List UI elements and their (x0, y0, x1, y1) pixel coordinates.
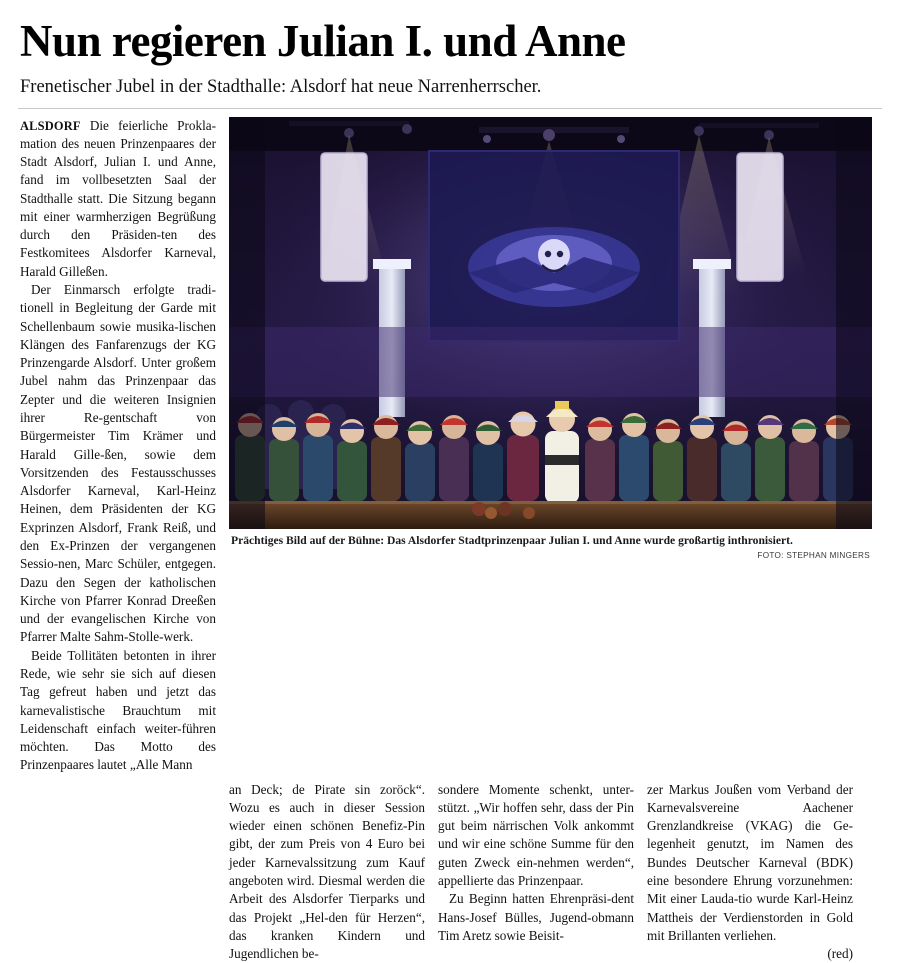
article-column-4 (647, 781, 853, 963)
page-title: Nun regieren Julian I. und Anne (20, 16, 626, 66)
paragraph: sondere Momente schenkt, unter-stützt. „Wir hoffen sehr, dass der Pin gut beim närrischen Volk ankommt und wir eine schöne Summe für den guten Zweck ein-nehmen werden“, appellierte das Prinzenpaar. (438, 781, 634, 889)
photo-caption: Prächtiges Bild auf der Bühne: Das Alsdorfer Stadtprinzenpaar Julian I. und Anne wurde großartig inthronisiert. (231, 533, 793, 547)
paragraph: Beide Tollitäten betonten in ihrer Rede, wie sehr sie sich auf diesen Tag gefreut haben und jetzt das karnevalistische Brauchtum mit Leidenschaft einfach weiter-führen möchten. Das Motto des Prinzenpaares lautet „Alle Mann (20, 647, 216, 773)
paragraph: Zu Beginn hatten Ehrenpräsi-dent Hans-Josef Bülles, Jugend-obmann Tim Aretz sowie Beisit- (438, 891, 634, 943)
header-divider (18, 108, 882, 109)
bottom-spacer (20, 781, 216, 963)
top-block (16, 117, 884, 775)
article-column-left (20, 117, 216, 775)
dateline: ALSDORF (20, 118, 81, 133)
paragraph: an Deck; de Pirate sin zoröck“. Wozu es auch in dieser Session wieder einen schönen Benefiz-Pin gibt, der zum Preis von 4 Euro bei jeder Karnevalssitzung zum Kauf angeboten wird. Diesmal werden die Arbeit des Alsdorfer Tierparks und das Projekt „Hel-den für Herzen“, das kranken Kindern und Jugendlichen be- (229, 781, 425, 962)
bottom-block (16, 781, 884, 963)
subheadline: Frenetischer Jubel in der Stadthalle: Alsdorf hat neue Narrenherrscher. (20, 77, 542, 98)
photo-credit: FOTO: STEPHAN MINGERS (757, 551, 870, 560)
paragraph: Der Einmarsch erfolgte tradi-tionell in Begleitung der Garde mit Schellenbaum sowie musika-lischen Klängen des Fanfarenzugs der KG Prinzengarde Alsdorf. Unter großem Jubel nahm das Prinzenpaar das Zepter und die weiteren Insignien ihrer Re-gentschaft von Bürgermeister Tim Krämer und Harald Gille-ßen, sowie dem Vorsitzenden des Festausschusses Alsdorfer Karneval, Karl-Heinz Heinen, dem Präsidenten der KG Exprinzen Alsdorf, Frank Reiß, und den Ex-Prinzen der vergangenen Sessio-nen, Marc Schüler, entgegen. Dazu den Segen der katholischen Kirche von Pfarrer Konrad Dreeßen und der evangelischen Kirche von Pfarrer Malte Sahm-Stolle-werk. (20, 282, 216, 645)
article-column-2 (229, 781, 425, 963)
crowd-back-row (255, 400, 347, 489)
photo-graphic (229, 117, 872, 529)
lead-paragraph (20, 117, 216, 282)
paragraph: zer Markus Joußen vom Verband der Karnevalsvereine Aachener Grenzlandkreise (VKAG) die Ge-legenheit genutzt, im Namen des Bundes Deutscher Karneval (BDK) eine besondere Ehrung vorzunehmen: Mit einer Lauda-tio wurde Karl-Heinz Mattheis der Verdienstorden in Gold mit Brillanten verliehen. (647, 781, 853, 943)
article-signature: (red) (827, 946, 853, 962)
article-column-3 (438, 781, 634, 963)
carnival-stage-photo (229, 117, 872, 529)
lead-text: Die feierliche Prokla-mation des neuen Prinzenpaares der Stadt Alsdorf, Julian I. und Anne, fand im vollbesetzten Saal der Stadthalle statt. Die Sitzung begann mit einer warmherzigen Begrüßung durch den Präsiden-ten des Festkomitees Alsdorfer Karneval, Harald Gilleßen. (20, 117, 216, 279)
photo-block (229, 117, 872, 560)
